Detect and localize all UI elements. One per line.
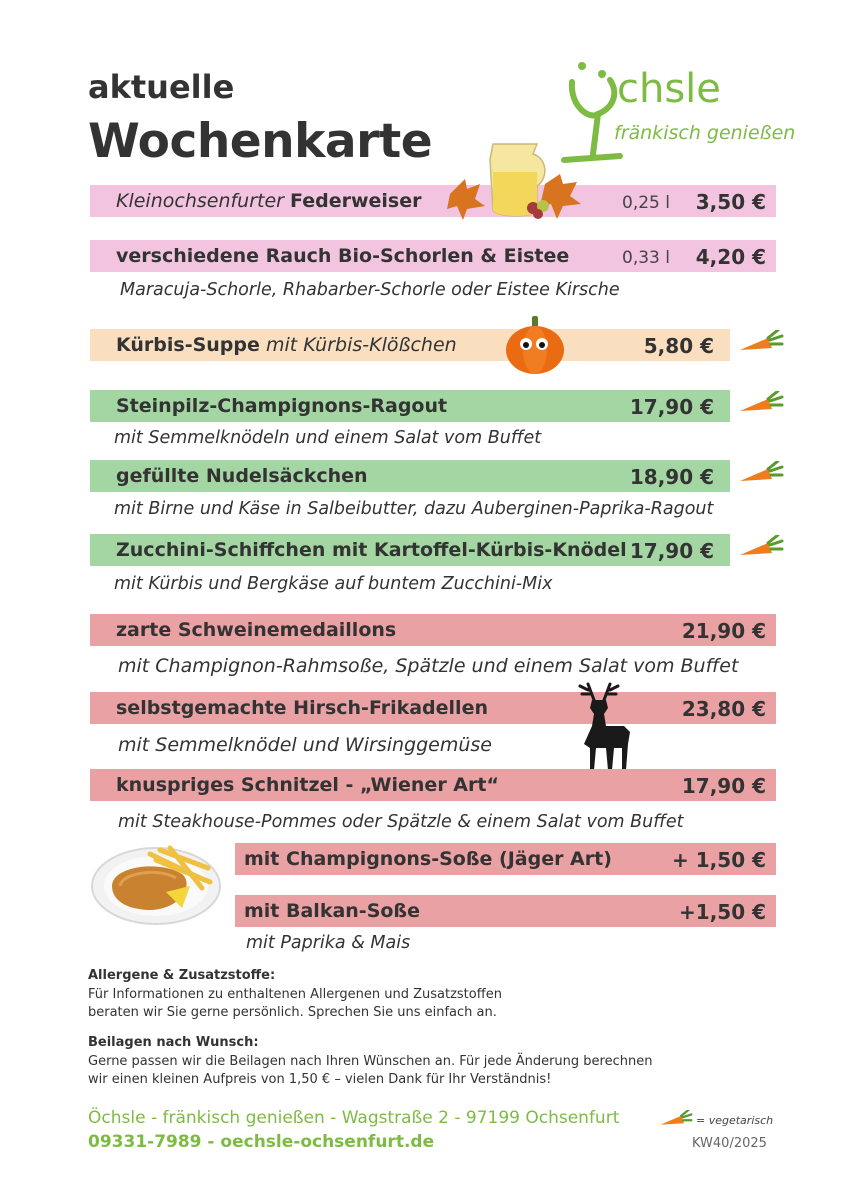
item-price-balkan: +1,50 € <box>679 900 766 924</box>
item-desc-hirsch: mit Semmelknödel und Wirsinggemüse <box>118 734 492 756</box>
deer-icon <box>566 682 636 772</box>
item-name-schwein: zarte Schweinemedaillons <box>116 619 397 641</box>
item-desc-zucchini: mit Kürbis und Bergkäse auf buntem Zucchini-Mix <box>114 574 553 594</box>
vegetarian-carrot-icon <box>738 391 784 421</box>
item-price-hirsch: 23,80 € <box>681 697 766 721</box>
allergen-text-1: Für Informationen zu enthaltenen Allergenen und Zusatzstoffen <box>88 987 502 1002</box>
item-desc-balkan: mit Paprika & Mais <box>246 933 411 953</box>
item-volume-federweiser: 0,25 l <box>622 193 670 213</box>
federweiser-jug-icon <box>445 134 585 224</box>
allergen-heading: Allergene & Zusatzstoffe: <box>88 968 276 983</box>
vegetarian-carrot-icon <box>658 1110 694 1132</box>
vegetarian-carrot-icon <box>738 535 784 565</box>
beilagen-text-1: Gerne passen wir die Beilagen nach Ihren Wünschen an. Für jede Änderung berechnen <box>88 1054 653 1069</box>
item-price-ragout: 17,90 € <box>629 395 714 419</box>
logo-wordmark: chsle <box>617 66 721 112</box>
week-code: KW40/2025 <box>692 1136 767 1151</box>
item-price-nudel: 18,90 € <box>629 465 714 489</box>
logo-tagline: fränkisch genießen <box>614 122 796 144</box>
allergen-text-2: beraten wir Sie gerne persönlich. Sprechen Sie uns einfach an. <box>88 1005 497 1020</box>
item-price-federweiser: 3,50 € <box>695 190 766 214</box>
item-price-schorlen: 4,20 € <box>695 245 766 269</box>
item-volume-schorlen: 0,33 l <box>622 248 670 268</box>
item-desc-schnitzel: mit Steakhouse-Pommes oder Spätzle & einem Salat vom Buffet <box>118 812 684 832</box>
item-price-schnitzel: 17,90 € <box>681 774 766 798</box>
item-name-jaeger: mit Champignons-Soße (Jäger Art) <box>244 848 612 870</box>
item-price-schwein: 21,90 € <box>681 619 766 643</box>
footer-address: Öchsle - fränkisch genießen - Wagstraße 2 - 97199 Ochsenfurt <box>88 1108 620 1128</box>
item-price-jaeger: + 1,50 € <box>672 848 766 872</box>
footer-contact: 09331-7989 - oechsle-ochsenfurt.de <box>88 1132 435 1152</box>
item-name-hirsch: selbstgemachte Hirsch-Frikadellen <box>116 697 488 719</box>
heading-small: aktuelle <box>88 68 235 106</box>
pumpkin-icon <box>504 314 566 376</box>
vegetarian-carrot-icon <box>738 461 784 491</box>
schnitzel-plate-icon <box>90 838 222 926</box>
vegetarian-carrot-icon <box>738 330 784 360</box>
item-price-suppe: 5,80 € <box>643 334 714 358</box>
item-name-federweiser: Kleinochsenfurter Federweiser <box>116 190 422 212</box>
beilagen-text-2: wir einen kleinen Aufpreis von 1,50 € – vielen Dank für Ihr Verständnis! <box>88 1072 552 1087</box>
item-desc-schwein: mit Champignon-Rahmsoße, Spätzle und einem Salat vom Buffet <box>118 655 739 677</box>
item-name-schnitzel: knuspriges Schnitzel - „Wiener Art“ <box>116 774 499 796</box>
item-desc-schorlen: Maracuja-Schorle, Rhabarber-Schorle oder Eistee Kirsche <box>120 280 620 300</box>
item-name-ragout: Steinpilz-Champignons-Ragout <box>116 395 448 417</box>
item-name-nudel: gefüllte Nudelsäckchen <box>116 465 368 487</box>
item-desc-ragout: mit Semmelknödeln und einem Salat vom Buffet <box>114 428 542 448</box>
page-title: Wochenkarte <box>88 114 433 169</box>
item-name-schorlen: verschiedene Rauch Bio-Schorlen & Eistee <box>116 245 570 267</box>
beilagen-heading: Beilagen nach Wunsch: <box>88 1035 259 1050</box>
item-desc-nudel: mit Birne und Käse in Salbeibutter, dazu Auberginen-Paprika-Ragout <box>114 499 714 519</box>
vegetarian-legend: = vegetarisch <box>696 1114 774 1127</box>
item-price-zucchini: 17,90 € <box>629 539 714 563</box>
item-name-balkan: mit Balkan-Soße <box>244 900 420 922</box>
item-name-suppe: Kürbis-Suppe mit Kürbis-Klößchen <box>116 334 457 356</box>
item-name-zucchini: Zucchini-Schiffchen mit Kartoffel-Kürbis-Knödel <box>116 539 627 561</box>
